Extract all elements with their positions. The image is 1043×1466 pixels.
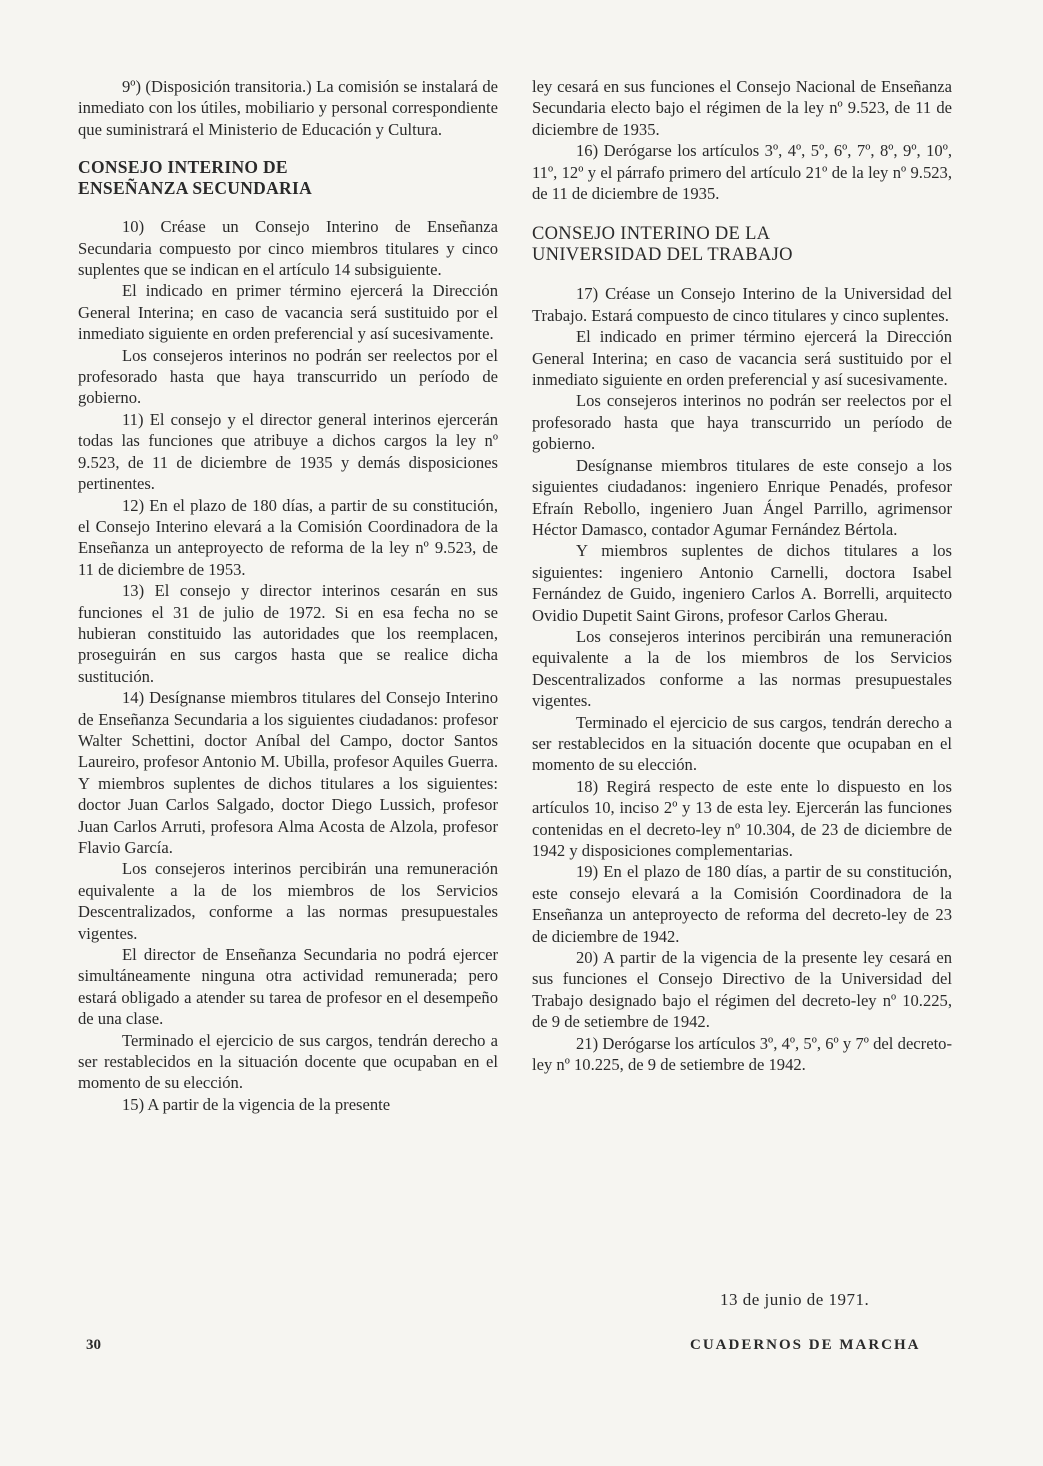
paragraph: 19) En el plazo de 180 días, a partir de su constitución, este consejo elevará a la Comisión Coordinadora de la Enseñanza un anteproyecto de reforma del decreto-ley de 23 de diciembre de 1942. [532,862,952,946]
paragraph: 15) A partir de la vigencia de la presente [122,1094,391,1114]
section-heading-line: ENSEÑANZA SECUNDARIA [78,178,313,199]
paragraph: 18) Regirá respecto de este ente lo dispuesto en los artículos 10, inciso 2º y 13 de esta ley. Ejercerán las funciones contenidas en el decreto-ley nº 10.304, de 23 de diciembre de 1942 y disposiciones complementarias. [532,776,952,860]
paragraph: ley cesará en sus funciones el Consejo Nacional de Enseñanza Secundaria electo bajo el régimen de la ley nº 9.523, de 11 de diciembre de 1935. [532,77,952,139]
paragraph: El director de Enseñanza Secundaria no podrá ejercer simultáneamente ninguna otra actividad remunerada; pero estará obligado a atender su tarea de profesor en el desempeño de una clase. [78,945,498,1029]
journal-name: CUADERNOS DE MARCHA [690,1337,921,1353]
paragraph: Desígnanse miembros titulares de este consejo a los siguientes ciudadanos: ingeniero Enrique Penadés, profesor Efraín Rebollo, ingeniero Juan Ángel Parrillo, agrimensor Héctor Damasco, contador Agumar Fernández Bértola. [532,455,952,539]
section-heading-line: UNIVERSIDAD DEL TRABAJO [532,245,793,266]
section-heading [532,224,952,266]
paragraph: 10) Créase un Consejo Interino de Enseñanza Secundaria compuesto por cinco miembros titulares y cinco suplentes que se indican en el artículo 14 subsiguiente. [78,217,498,280]
signature-date: 13 de junio de 1971. [720,1290,870,1309]
paragraph: El indicado en primer término ejercerá la Dirección General Interina; en caso de vacancia será sustituido por el inmediato siguiente en orden preferencial y así sucesivamente. [78,281,498,344]
paragraph: Los consejeros interinos no podrán ser reelectos por el profesorado hasta que haya transcurrido un período de gobierno. [78,345,498,408]
section-heading-line: CONSEJO INTERINO DE LA [532,224,771,245]
paragraph: Terminado el ejercicio de sus cargos, tendrán derecho a ser restablecidos en la situación docente que ocupaban en el momento de su elección. [78,1030,498,1093]
page-number: 30 [86,1337,101,1353]
paragraph: Los consejeros interinos percibirán una remuneración equivalente a la de los miembros de los Servicios Descentralizados, conforme a las normas presupuestales vigentes. [78,859,498,943]
paragraph: 20) A partir de la vigencia de la presente ley cesará en sus funciones el Consejo Directivo de la Universidad del Trabajo designado bajo el régimen del decreto-ley nº 10.225, de 9 de setiembre de 1942. [532,948,952,1032]
paragraph: Terminado el ejercicio de sus cargos, tendrán derecho a ser restablecidos en la situación docente que ocupaban en el momento de su elección. [532,712,952,775]
paragraph: 14) Desígnanse miembros titulares del Consejo Interino de Enseñanza Secundaria a los siguientes ciudadanos: profesor Walter Schettini, doctor Aníbal del Campo, doctor Santos Laureiro, profesor Antonio M. Ubilla, profesor Aquiles Guerra. Y miembros suplentes de dichos titulares a los siguientes: doctor Juan Carlos Salgado, doctor Diego Lussich, profesor Juan Carlos Arruti, profesora Alma Acosta de Alzola, profesor Flavio García. [78,688,498,857]
paragraph: 21) Derógarse los artículos 3º, 4º, 5º, 6º y 7º del decreto-ley nº 10.225, de 9 de setiembre de 1942. [532,1033,952,1075]
paragraph: 11) El consejo y el director general interinos ejercerán todas las funciones que atribuye a dichos cargos la ley nº 9.523, de 11 de diciembre de 1935 y demás disposiciones pertinentes. [78,409,498,494]
paragraph: 16) Derógarse los artículos 3º, 4º, 5º, 6º, 7º, 8º, 9º, 10º, 11º, 12º y el párrafo primero del artículo 21º de la ley nº 9.523, de 11 de diciembre de 1935. [532,141,952,204]
paragraph: Los consejeros interinos percibirán una remuneración equivalente a la de los miembros de los Servicios Descentralizados conforme a las normas presupuestales vigentes. [532,626,952,711]
paragraph: Y miembros suplentes de dichos titulares a los siguientes: ingeniero Antonio Carnelli, doctora Isabel Fernández de Guido, ingeniero Carlos A. Borrelli, arquitecto Ovidio Dupetit Saint Girons, profesor Carlos Gherau. [532,541,952,625]
paragraph: El indicado en primer término ejercerá la Dirección General Interina; en caso de vacancia será sustituido por el inmediato siguiente en orden preferencial y así sucesivamente. [532,327,952,390]
section-heading-line: CONSEJO INTERINO DE [78,157,288,178]
paragraph: 12) En el plazo de 180 días, a partir de su constitución, el Consejo Interino elevará a la Comisión Coordinadora de la Enseñanza un anteproyecto de reforma de la ley nº 9.523, de 11 de diciembre de 1953. [78,495,498,579]
left-column [78,76,498,1115]
right-column [532,76,952,1075]
paragraph: 17) Créase un Consejo Interino de la Universidad del Trabajo. Estará compuesto de cinco titulares y cinco suplentes. [532,284,952,325]
paragraph: 13) El consejo y director interinos cesarán en sus funciones el 31 de julio de 1972. Si en esa fecha no se hubieran constituido las autoridades que los reemplacen, proseguirán en sus cargos hasta que se realice dicha sustitución. [78,581,498,686]
paragraph: 9º) (Disposición transitoria.) La comisión se instalará de inmediato con los útiles, mobiliario y personal correspondiente que suministrará el Ministerio de Educación y Cultura. [78,77,498,139]
section-heading [78,157,498,199]
paragraph: Los consejeros interinos no podrán ser reelectos por el profesorado hasta que haya transcurrido un período de gobierno. [532,391,952,454]
